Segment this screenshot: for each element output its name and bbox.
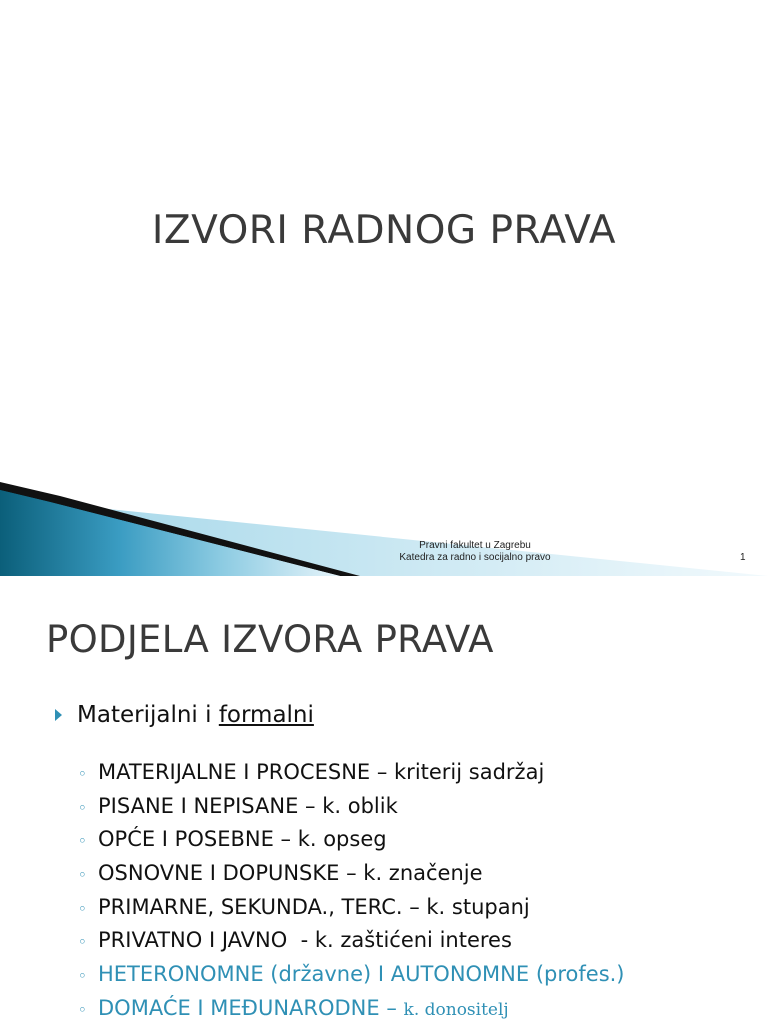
list-item-text: PRIVATNO I JAVNO - k. zaštićeni interes	[98, 928, 512, 953]
list-item-text: PRIMARNE, SEKUNDA., TERC. – k. stupanj	[98, 894, 530, 919]
list-item	[78, 861, 625, 895]
list-item	[78, 895, 625, 929]
list-item	[78, 794, 625, 828]
list-item-text: HETERONOMNE (državne) I AUTONOMNE (profes.)	[98, 962, 625, 987]
main-bullet	[55, 702, 314, 728]
list-item-text: OPĆE I POSEBNE – k. opseg	[98, 827, 387, 852]
main-bullet-underlined: formalni	[218, 702, 314, 728]
slide-title: PODJELA IZVORA PRAVA	[46, 618, 494, 661]
main-bullet-prefix: Materijalni i	[77, 702, 219, 728]
list-item-text: DOMAĆE I MEĐUNARODNE –	[98, 995, 404, 1020]
slide-footer	[380, 540, 570, 564]
list-item-text: OSNOVNE I DOPUNSKE – k. značenje	[98, 861, 483, 886]
circle-bullet-icon: ◦	[78, 933, 87, 952]
list-item-extra-text: k. donositelj	[403, 999, 509, 1020]
list-item-text: PISANE I NEPISANE – k. oblik	[98, 793, 398, 818]
sub-bullet-list	[78, 760, 625, 1024]
list-item-highlighted	[78, 962, 625, 996]
circle-bullet-icon: ◦	[78, 899, 87, 918]
footer-line-department: Katedra za radno i socijalno pravo	[399, 552, 551, 563]
list-item	[78, 827, 625, 861]
circle-bullet-icon: ◦	[78, 967, 87, 986]
list-item-highlighted	[78, 996, 625, 1024]
arrow-bullet-icon	[55, 709, 62, 721]
circle-bullet-icon: ◦	[78, 832, 87, 851]
circle-bullet-icon: ◦	[78, 866, 87, 885]
footer-line-faculty: Pravni fakultet u Zagrebu	[419, 540, 531, 551]
circle-bullet-icon: ◦	[78, 765, 87, 783]
content-slide	[0, 576, 768, 1024]
list-item-text: MATERIJALNE I PROCESNE – kriterij sadržaj	[98, 760, 545, 784]
circle-bullet-icon: ◦	[78, 1000, 87, 1019]
slide-title: IZVORI RADNOG PRAVA	[151, 208, 617, 253]
list-item	[78, 760, 625, 794]
list-item	[78, 928, 625, 962]
page-number: 1	[740, 552, 746, 563]
circle-bullet-icon: ◦	[78, 798, 87, 817]
